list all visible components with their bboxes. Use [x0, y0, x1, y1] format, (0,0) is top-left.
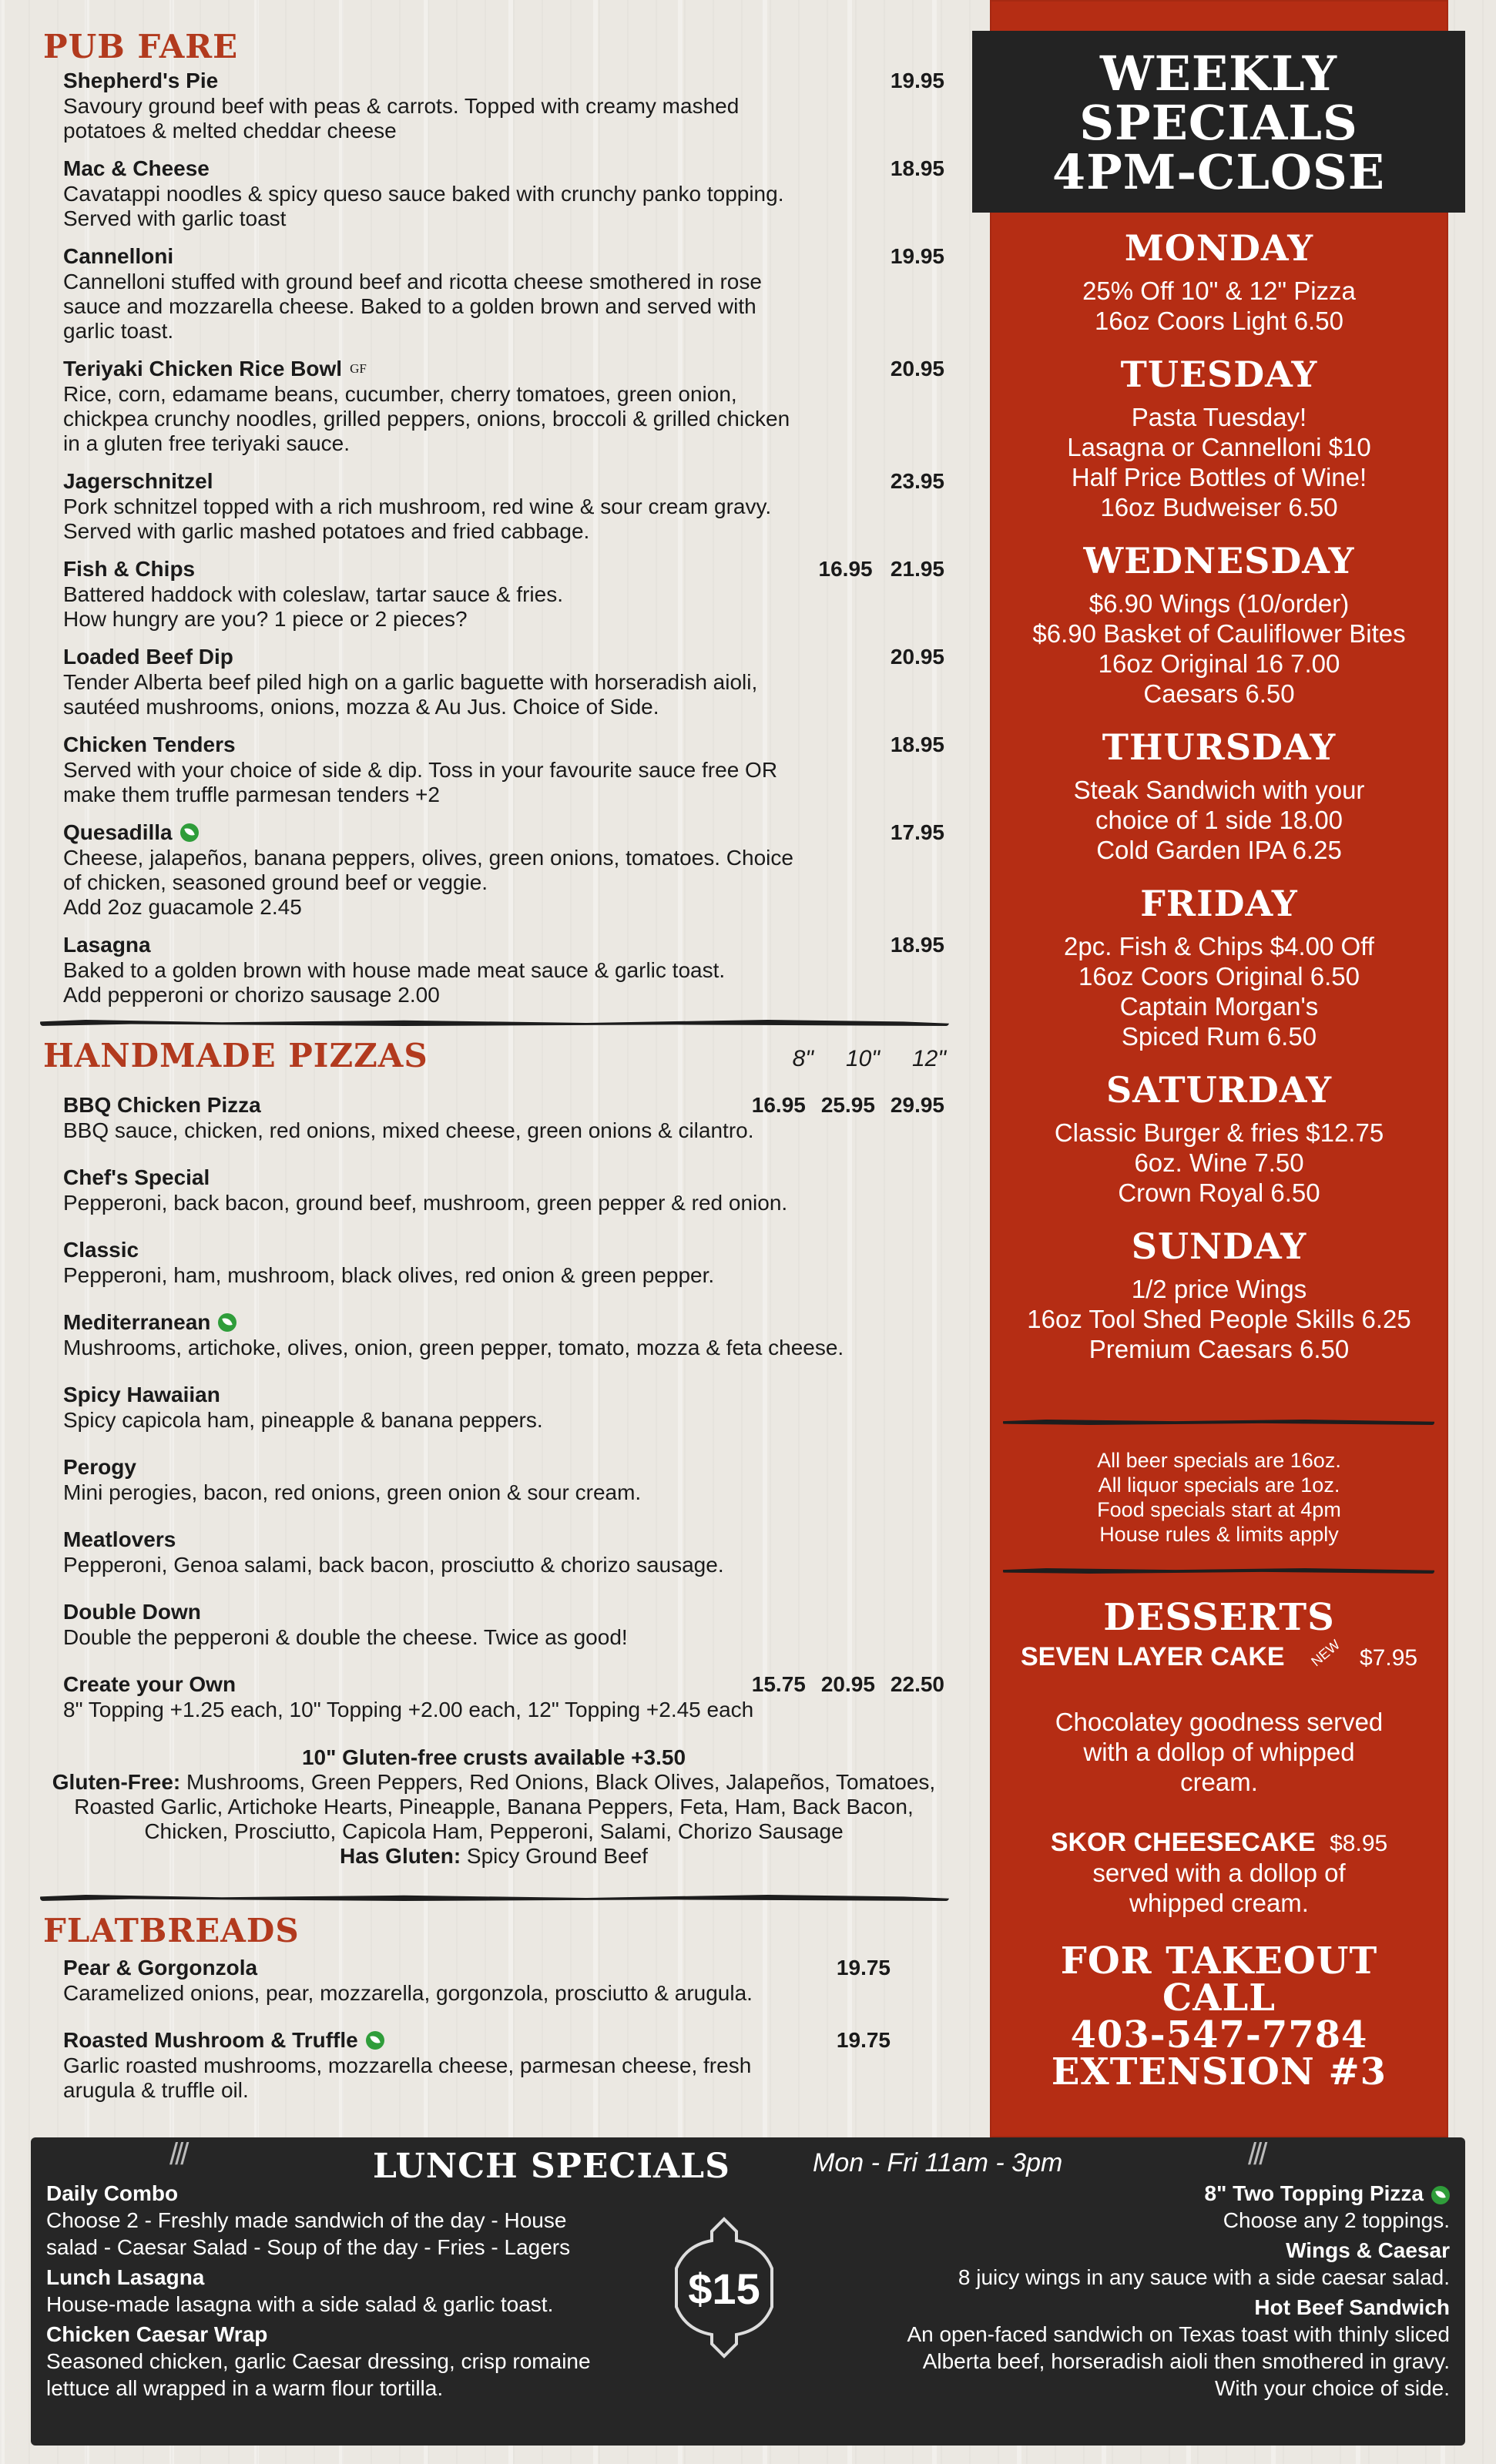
special-line: 16oz Budweiser 6.50	[1100, 493, 1338, 521]
weekly-title-line: 4PM-CLOSE	[1052, 144, 1386, 200]
pizza-prices	[752, 1671, 944, 1698]
lunch-item-name: Hot Beef Sandwich	[1254, 2295, 1450, 2319]
item-name: Teriyaki Chicken Rice Bowl	[63, 357, 343, 380]
day-special	[990, 1070, 1448, 1208]
special-line: Captain Morgan's	[1119, 992, 1319, 1021]
day-heading: FRIDAY	[1140, 883, 1298, 924]
dessert-desc-line: whipped cream.	[1129, 1889, 1309, 1917]
lunch-item-name-row	[46, 2321, 662, 2348]
item-name: Chicken Tenders	[63, 732, 236, 756]
flatbread-item	[43, 2027, 944, 2103]
item-name-row	[63, 1527, 944, 1553]
gf-topping-list: Mushrooms, Green Peppers, Red Onions, Black Olives, Jalapeños, Tomatoes, Roasted Garlic, Artichoke Hearts, Pineapple, Banana Peppers, Feta, Ham, Back Bacon, Chicken, Prosciutto, Capicola Ham, Pepperoni, Salami, Chorizo Sausage	[74, 1770, 936, 1843]
item-description: Battered haddock with coleslaw, tartar sauce & fries. How hungry are you? 1 piece or 2 pieces?	[63, 582, 563, 631]
weekly-title-line: WEEKLY	[1100, 45, 1337, 102]
dessert-desc-line: served with a dollop of	[1092, 1859, 1346, 1887]
menu-item	[43, 644, 944, 719]
seven-layer-cake-name: SEVEN LAYER CAKE	[1021, 1642, 1285, 1671]
pizza-item	[43, 1165, 944, 1215]
menu-item	[43, 156, 944, 231]
flatbread-name: Roasted Mushroom & Truffle	[63, 2028, 358, 2052]
lunch-item-name: 8" Two Topping Pizza	[1204, 2181, 1424, 2205]
weekly-title-line: SPECIALS	[1079, 95, 1358, 151]
lunch-item	[772, 2180, 1450, 2234]
gf-label: Gluten-Free:	[52, 1770, 181, 1794]
item-description: Tender Alberta beef piled high on a garlic baguette with horseradish aioli, sautéed mushrooms, onions, mozza & Au Jus. Choice of Side.	[63, 670, 758, 719]
special-line: Pasta Tuesday!	[1131, 403, 1307, 431]
pizza-item	[43, 1454, 944, 1505]
item-name-row	[63, 243, 944, 270]
special-line: 16oz Original 16 7.00	[1098, 649, 1340, 678]
pizza-name: Meatlovers	[63, 1527, 176, 1551]
rule-line: Food specials start at 4pm	[1097, 1498, 1341, 1521]
skor-cheesecake-price: $8.95	[1330, 1831, 1388, 1856]
pizza-price: 22.50	[890, 1672, 944, 1696]
pizza-header-row	[43, 1037, 946, 1074]
lunch-item	[46, 2264, 662, 2318]
desserts-section	[990, 1596, 1448, 1918]
pizza-name: Chef's Special	[63, 1165, 210, 1189]
special-line: Half Price Bottles of Wine!	[1071, 463, 1367, 491]
special-line: choice of 1 side 18.00	[1095, 806, 1343, 834]
item-description: Served with your choice of side & dip. Toss in your favourite sauce free OR make them truffle parmesan tenders +2	[63, 758, 778, 806]
item-description: Baked to a golden brown with house made meat sauce & garlic toast. Add pepperoni or chorizo sausage 2.00	[63, 958, 726, 1007]
item-description: Cavatappi noodles & spicy queso sauce baked with crunchy panko topping. Served with garlic toast	[63, 182, 784, 230]
gf-crust-note: 10" Gluten-free crusts available +3.50	[301, 1745, 686, 1769]
special-line: Spiced Rum 6.50	[1121, 1022, 1317, 1051]
seven-layer-cake-price: $7.95	[1360, 1645, 1418, 1671]
pizza-name: Mediterranean	[63, 1310, 211, 1334]
item-name-row	[63, 468, 944, 494]
pizza-item	[43, 1599, 944, 1650]
pizza-size-headers	[793, 1046, 946, 1072]
item-name: Shepherd's Pie	[63, 69, 219, 92]
lunch-price: $15	[688, 2265, 760, 2313]
flatbread-description: Garlic roasted mushrooms, mozzarella cheese, parmesan cheese, fresh arugula & truffle oil.	[63, 2053, 752, 2102]
pizza-name: Spicy Hawaiian	[63, 1383, 220, 1406]
decor-slashes: ///	[1248, 2137, 1265, 2171]
item-name-row	[63, 1165, 944, 1191]
item-description: Pork schnitzel topped with a rich mushroom, red wine & sour cream gravy. Served with garlic mashed potatoes and fried cabbage.	[63, 494, 772, 543]
pizza-price: 20.95	[820, 1672, 875, 1696]
item-name-row	[63, 356, 944, 382]
lunch-heading: LUNCH SPECIALS	[373, 2147, 730, 2186]
pizza-size-label: 10"	[845, 1046, 880, 1071]
flatbread-description: Caramelized onions, pear, mozzarella, gorgonzola, prosciutto & arugula.	[63, 1981, 753, 2005]
special-rules	[990, 1448, 1448, 1547]
item-price: 20.95	[890, 645, 944, 669]
vegetarian-icon	[366, 2031, 384, 2050]
day-special	[990, 727, 1448, 865]
lunch-item-description: 8 juicy wings in any sauce with a side caesar salad.	[958, 2265, 1450, 2289]
special-line: Cold Garden IPA 6.25	[1096, 836, 1342, 864]
pizza-price: 25.95	[820, 1093, 875, 1117]
item-price: 18.95	[890, 156, 944, 180]
day-heading: MONDAY	[1124, 227, 1314, 269]
lunch-left-list	[46, 2180, 662, 2405]
day-heading: THURSDAY	[1102, 726, 1337, 768]
pizza-size-label: 12"	[911, 1046, 946, 1071]
pizza-description: Mini perogies, bacon, red onions, green onion & sour cream.	[63, 1480, 642, 1504]
pizza-item	[43, 1671, 944, 1722]
special-line: 1/2 price Wings	[1131, 1275, 1307, 1303]
special-line: 16oz Coors Light 6.50	[1095, 307, 1343, 335]
new-badge: NEW	[1308, 1636, 1343, 1670]
lunch-item	[772, 2294, 1450, 2402]
special-line: Steak Sandwich with your	[1073, 776, 1365, 804]
main-menu-column	[43, 28, 946, 2124]
item-price: 19.75	[836, 2028, 891, 2052]
decor-slashes: ///	[169, 2137, 186, 2171]
item-description: Cheese, jalapeños, banana peppers, olives, green onions, tomatoes. Choice of chicken, seasoned ground beef or veggie. Add 2oz guacamole 2.45	[63, 846, 793, 919]
flatbread-list	[43, 1955, 944, 2103]
menu-item	[43, 820, 944, 920]
pizza-description: BBQ sauce, chicken, red onions, mixed cheese, green onions & cilantro.	[63, 1118, 754, 1142]
item-name-row	[63, 1454, 944, 1480]
special-line: Crown Royal 6.50	[1118, 1178, 1320, 1207]
section-divider	[40, 1895, 949, 1901]
pizza-prices	[752, 1092, 944, 1118]
special-line: 16oz Coors Original 6.50	[1078, 962, 1360, 991]
skor-cheesecake-name: SKOR CHEESECAKE	[1050, 1828, 1316, 1857]
item-name-row	[63, 2027, 944, 2053]
day-heading: SUNDAY	[1131, 1225, 1307, 1267]
pizza-description: Pepperoni, Genoa salami, back bacon, prosciutto & chorizo sausage.	[63, 1553, 724, 1577]
pizza-name: Double Down	[63, 1600, 201, 1624]
pizza-description: Pepperoni, ham, mushroom, black olives, red onion & green pepper.	[63, 1263, 715, 1287]
lunch-item-name: Wings & Caesar	[1286, 2238, 1450, 2262]
pizzas-heading: HANDMADE PIZZAS	[43, 1037, 428, 1074]
item-name-row	[63, 820, 944, 846]
menu-item	[43, 243, 944, 344]
gluten-free-tag: GF	[350, 361, 367, 376]
pizza-name: Create your Own	[63, 1672, 236, 1696]
pizza-name: Perogy	[63, 1455, 136, 1479]
item-price: 17.95	[890, 820, 944, 844]
item-price: 16.95 21.95	[818, 557, 944, 581]
item-name-row	[63, 68, 944, 94]
lunch-specials-panel	[31, 2137, 1465, 2446]
dessert-desc-line: with a dollop of whipped	[1083, 1738, 1355, 1766]
lunch-hours: Mon - Fri 11am - 3pm	[813, 2148, 1063, 2177]
item-name-row	[63, 156, 944, 182]
item-name: Jagerschnitzel	[63, 469, 213, 493]
lunch-item	[46, 2321, 662, 2402]
lunch-item-description: Seasoned chicken, garlic Caesar dressing, crisp romaine lettuce all wrapped in a warm flour tortilla.	[46, 2349, 591, 2400]
pizza-list	[43, 1092, 944, 1722]
pizza-item	[43, 1382, 944, 1433]
pub-fare-heading: PUB FARE	[43, 28, 239, 65]
has-gluten-list: Spicy Ground Beef	[461, 1844, 648, 1868]
dessert-desc-line: cream.	[1180, 1768, 1258, 1796]
item-price: 19.95	[890, 244, 944, 268]
day-heading: SATURDAY	[1105, 1069, 1333, 1111]
day-special	[990, 1226, 1448, 1364]
item-price: 20.95	[890, 357, 944, 380]
pizza-item	[43, 1092, 944, 1143]
item-price: 19.95	[890, 69, 944, 92]
rule-line: All beer specials are 16oz.	[1097, 1449, 1341, 1472]
takeout-line: EXTENSION #3	[1051, 2050, 1387, 2094]
item-name-row	[63, 932, 944, 958]
lunch-item-name-row	[772, 2294, 1450, 2321]
lunch-item-name-row	[772, 2180, 1450, 2207]
item-description: Savoury ground beef with peas & carrots. Topped with creamy mashed potatoes & melted cheddar cheese	[63, 94, 740, 142]
item-name-row	[63, 1237, 944, 1263]
pizza-item	[43, 1237, 944, 1288]
pub-fare-list	[43, 68, 944, 1007]
item-name: Cannelloni	[63, 244, 174, 268]
lunch-item-name: Lunch Lasagna	[46, 2265, 205, 2289]
item-name: Mac & Cheese	[63, 156, 210, 180]
item-price: 18.95	[890, 732, 944, 756]
item-name-row	[63, 732, 944, 758]
weekly-specials-title	[972, 31, 1465, 213]
special-line: Caesars 6.50	[1143, 679, 1295, 708]
pizza-description: Pepperoni, back bacon, ground beef, mushroom, green pepper & red onion.	[63, 1191, 788, 1215]
pizza-price: 15.75	[751, 1672, 806, 1696]
pizza-price: 29.95	[890, 1093, 944, 1117]
item-name: Fish & Chips	[63, 557, 196, 581]
pizza-description: 8" Topping +1.25 each, 10" Topping +2.00 each, 12" Topping +2.45 each	[63, 1698, 754, 1721]
lunch-item	[772, 2237, 1450, 2291]
day-special	[990, 883, 1448, 1051]
day-special	[990, 228, 1448, 336]
item-name: Lasagna	[63, 933, 151, 957]
item-name-row	[63, 556, 944, 582]
rule-line: All liquor specials are 1oz.	[1098, 1473, 1340, 1497]
lunch-right-list	[772, 2180, 1450, 2405]
day-heading: TUESDAY	[1120, 354, 1318, 395]
day-heading: WEDNESDAY	[1083, 540, 1355, 582]
lunch-item	[46, 2180, 662, 2261]
vegetarian-icon	[180, 823, 199, 842]
pizza-name: BBQ Chicken Pizza	[63, 1093, 261, 1117]
lunch-item-name-row	[46, 2180, 662, 2207]
menu-item	[43, 356, 944, 456]
has-gluten-label: Has Gluten:	[340, 1844, 461, 1868]
pizza-description: Double the pepperoni & double the cheese. Twice as good!	[63, 1625, 628, 1649]
desserts-heading: DESSERTS	[1103, 1596, 1335, 1639]
lunch-item-description: An open-faced sandwich on Texas toast with thinly sliced Alberta beef, horseradish aioli then smothered in gravy. With your choice of side.	[907, 2322, 1450, 2400]
item-name-row	[63, 644, 944, 670]
pizza-description: Mushrooms, artichoke, olives, onion, green pepper, tomato, mozza & feta cheese.	[63, 1336, 844, 1359]
menu-item	[43, 732, 944, 807]
lunch-item-name-row	[46, 2264, 662, 2291]
pizza-item	[43, 1309, 944, 1360]
takeout-line: CALL	[1162, 1976, 1276, 2020]
daily-specials	[990, 228, 1448, 1383]
flatbread-item	[43, 1955, 944, 2006]
gluten-free-info	[43, 1745, 944, 1869]
item-description: Cannelloni stuffed with ground beef and ricotta cheese smothered in rose sauce and mozzarella cheese. Baked to a golden brown and served with garlic toast.	[63, 270, 762, 343]
item-name: Quesadilla	[63, 820, 173, 844]
special-line: 6oz. Wine 7.50	[1134, 1148, 1304, 1177]
vegetarian-icon	[218, 1313, 236, 1332]
lunch-item-name: Chicken Caesar Wrap	[46, 2322, 268, 2346]
flatbreads-heading: FLATBREADS	[43, 1912, 300, 1949]
item-name-row	[63, 1309, 944, 1336]
item-name-row	[63, 1382, 944, 1408]
item-description: Rice, corn, edamame beans, cucumber, cherry tomatoes, green onion, chickpea crunchy noodles, grilled peppers, onions, broccoli & grilled chicken in a gluten free teriyaki sauce.	[63, 382, 790, 455]
lunch-item-name-row	[772, 2237, 1450, 2264]
special-line: Classic Burger & fries $12.75	[1054, 1118, 1384, 1147]
lunch-item-description: Choose any 2 toppings.	[1223, 2208, 1450, 2232]
dessert-desc-line: Chocolatey goodness served	[1055, 1708, 1384, 1736]
item-price: 19.75	[836, 1956, 891, 1980]
pizza-name: Classic	[63, 1238, 139, 1262]
item-name: Loaded Beef Dip	[63, 645, 233, 669]
flatbread-name: Pear & Gorgonzola	[63, 1956, 258, 1980]
item-price: 23.95	[890, 469, 944, 493]
day-special	[990, 354, 1448, 522]
menu-item	[43, 468, 944, 544]
item-price: 18.95	[890, 933, 944, 957]
item-name-row	[63, 1955, 944, 1981]
day-special	[990, 541, 1448, 709]
lunch-item-description: Choose 2 - Freshly made sandwich of the day - House salad - Caesar Salad - Soup of the day - Fries - Lagers	[46, 2208, 571, 2259]
pizza-item	[43, 1527, 944, 1577]
pizza-size-label: 8"	[792, 1046, 813, 1071]
special-line: 25% Off 10" & 12" Pizza	[1082, 277, 1356, 305]
menu-item	[43, 68, 944, 143]
takeout-phone[interactable]: 403-547-7784	[1070, 2013, 1368, 2057]
takeout-line: FOR TAKEOUT	[1060, 1939, 1378, 1983]
special-line: $6.90 Basket of Cauliflower Bites	[1032, 619, 1406, 648]
vegetarian-icon	[1431, 2186, 1450, 2204]
section-divider	[40, 1020, 949, 1026]
special-line: Lasagna or Cannelloni $10	[1067, 433, 1371, 461]
special-line: 2pc. Fish & Chips $4.00 Off	[1064, 932, 1374, 960]
takeout-info	[990, 1939, 1448, 2094]
pizza-price: 16.95	[751, 1093, 806, 1117]
rule-line: House rules & limits apply	[1099, 1523, 1339, 1546]
lunch-item-name: Daily Combo	[46, 2181, 179, 2205]
lunch-item-description: House-made lasagna with a side salad & garlic toast.	[46, 2292, 554, 2316]
menu-item	[43, 932, 944, 1007]
lunch-price-badge	[670, 2214, 778, 2361]
menu-item	[43, 556, 944, 632]
pizza-description: Spicy capicola ham, pineapple & banana peppers.	[63, 1408, 543, 1432]
special-line: Premium Caesars 6.50	[1088, 1335, 1350, 1363]
item-name-row	[63, 1599, 944, 1625]
special-line: $6.90 Wings (10/order)	[1088, 589, 1350, 618]
special-line: 16oz Tool Shed People Skills 6.25	[1027, 1305, 1411, 1333]
